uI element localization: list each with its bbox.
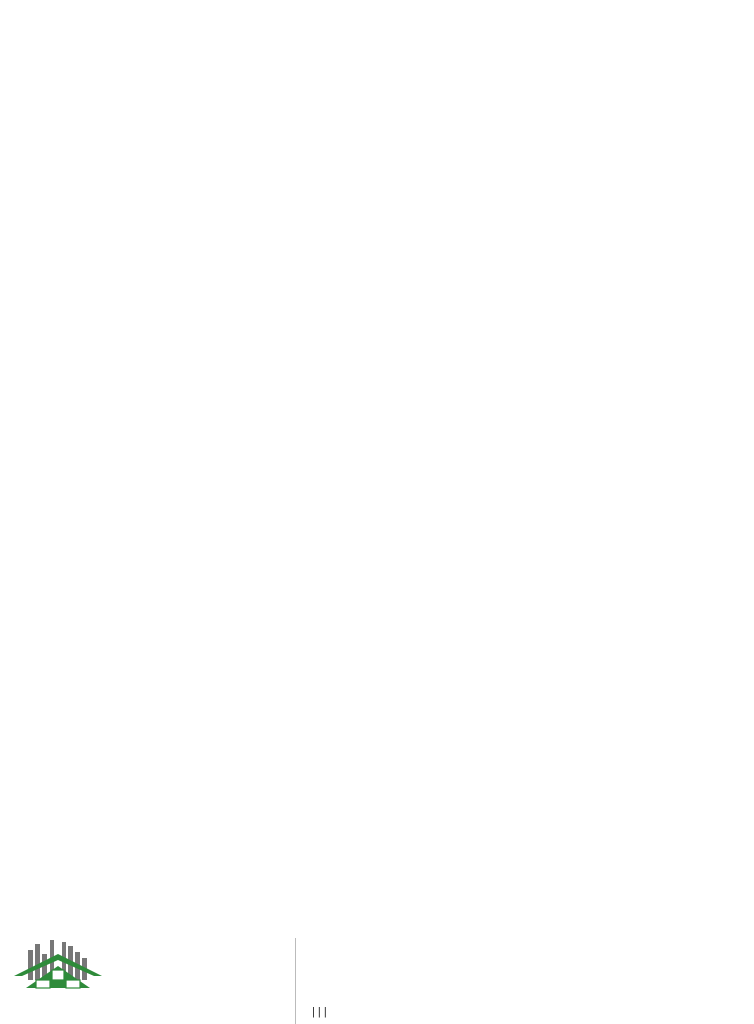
title-divider <box>295 938 296 1024</box>
company-logo <box>6 936 110 1022</box>
meta-separator: | <box>323 1006 327 1018</box>
logo-house-icon <box>6 936 110 994</box>
sheet-meta <box>312 1006 327 1018</box>
meta-separator: | <box>317 1006 324 1018</box>
title-block <box>0 930 754 1024</box>
meta-separator: | <box>312 1006 318 1018</box>
